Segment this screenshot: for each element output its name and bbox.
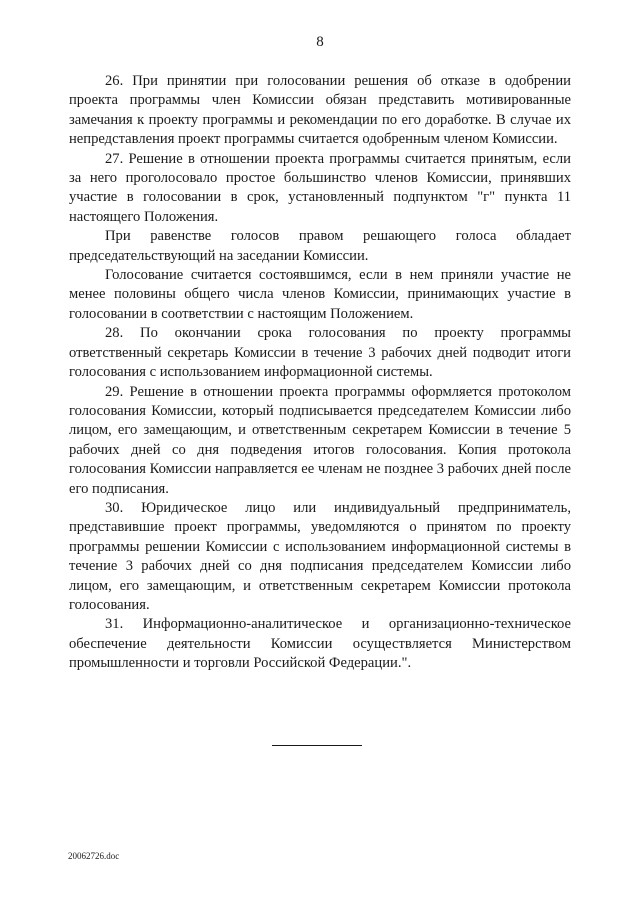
paragraph-27: 27. Решение в отношении проекта программы считается принятым, если за него проголосовало простое большинство членов Комиссии, принявших участие в голосовании в срок, установленный подпунктом "г" пункта 11 настоящего Положения. bbox=[69, 150, 571, 225]
paragraph-29: 29. Решение в отношении проекта программы оформляется протоколом голосования Комиссии, который подписывается председателем Комиссии либо лицом, его замещающим, и ответственным секретарем Комиссии в течение 5 рабочих дней со дня подведения итогов голосования. Копия протокола голосования Комиссии направляется ее членам не позднее 3 рабочих дней после его подписания. bbox=[69, 383, 571, 497]
document-body bbox=[69, 72, 571, 674]
paragraph-equal-votes: При равенстве голосов правом решающего голоса обладает председательствующий на заседании Комиссии. bbox=[69, 228, 571, 264]
file-reference: 20062726.doc bbox=[68, 851, 120, 861]
paragraph-quorum: Голосование считается состоявшимся, если в нем приняли участие не менее половины общего числа членов Комиссии, принимающих участие в голосовании в соответствии с настоящим Положением. bbox=[69, 267, 571, 322]
closing-rule-divider bbox=[272, 745, 362, 746]
paragraph-26: 26. При принятии при голосовании решения об отказе в одобрении проекта программы член Комиссии обязан представить мотивированные замечания к проекту программы и рекомендации по его доработке. В случае их непредставления проект программы считается одобренным членом Комиссии. bbox=[69, 73, 571, 148]
paragraph-28: 28. По окончании срока голосования по проекту программы ответственный секретарь Комиссии в течение 3 рабочих дней подводит итоги голосования с использованием информационной системы. bbox=[69, 325, 571, 381]
page-number: 8 bbox=[316, 34, 324, 50]
paragraph-31: 31. Информационно-аналитическое и организационно-техническое обеспечение деятельности Комиссии осуществляется Министерством промышленности и торговли Российской Федерации.". bbox=[69, 616, 571, 672]
paragraph-30: 30. Юридическое лицо или индивидуальный предприниматель, представившие проект программы, уведомляются о принятом по проекту программы решении Комиссии с использованием информационной системы в течение 3 рабочих дней со дня подписания председателем Комиссии либо лицом, его замещающим, и ответственным секретарем Комиссии протокола голосования. bbox=[69, 499, 571, 613]
